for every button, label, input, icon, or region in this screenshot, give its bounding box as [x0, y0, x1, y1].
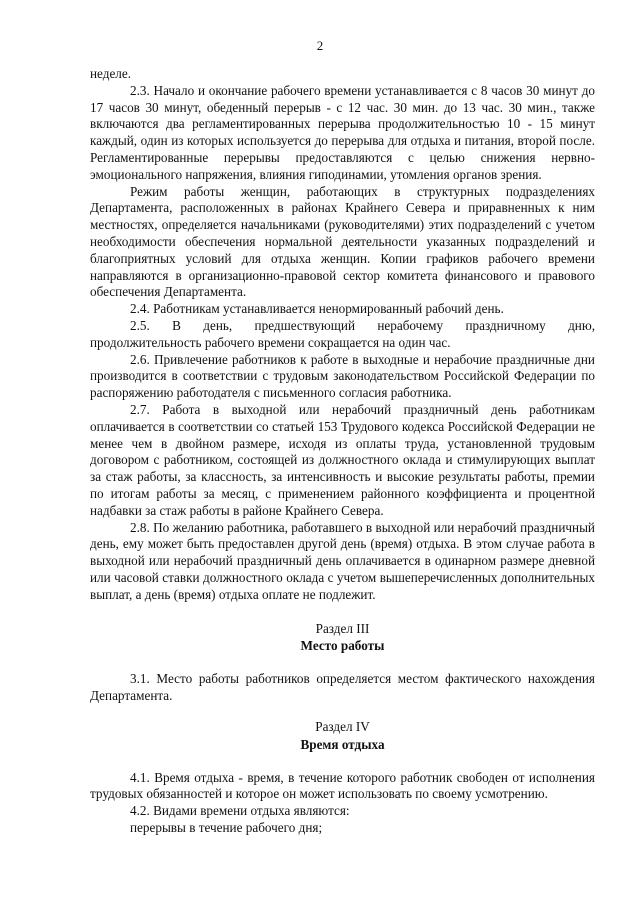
paragraph-2-3: 2.3. Начало и окончание рабочего времени устанавливается с 8 часов 30 минут до 17 часов 30 минут, обеденный перерыв - с 12 час. 30 мин. до 13 час. 30 мин., также включаются два регламентированных перерыва продолжительностью 10 - 15 минут каждый, один из которых используется до перерыва для отдыха и питания, второй после. Регламентированные перерывы предоставляются с целью снижения нервно-эмоционального напряжения, влияния гиподинамии, утомления органов зрения. [90, 82, 595, 182]
paragraph-rest-types-item: перерывы в течение рабочего дня; [130, 820, 323, 836]
paragraph-2-8: 2.8. По желанию работника, работавшего в выходной или нерабочий праздничный день, ему может быть предоставлен другой день (время) отдыха. В этом случае работа в выходной или нерабочий праздничный день оплачивается в одинарном размере дневной или часовой ставки должностного оклада с учетом вышеперечисленных дополнительных выплат, а день (время) отдыха оплате не подлежит. [90, 519, 595, 602]
paragraph-3-1: 3.1. Место работы работников определяется местом фактического нахождения Департамента. [90, 671, 595, 704]
section-3-heading [90, 621, 595, 655]
paragraph-4-1: 4.1. Время отдыха - время, в течение которого работник свободен от исполнения трудовых обязанностей и которое он может использовать по своему усмотрению. [90, 769, 595, 802]
paragraph-2-5: 2.5. В день, предшествующий нерабочему праздничному дню, продолжительность рабочего времени сокращается на один час. [90, 317, 595, 350]
paragraph-2-7: 2.7. Работа в выходной или нерабочий праздничный день работникам оплачивается в соответствии со статьей 153 Трудового кодекса Российской Федерации не менее чем в двойном размере, исходя из оплаты труда, установленной трудовым договором с работником, состоящей из должностного оклада и стимулирующих выплат за стаж работы, за классность, за интенсивность и высокие результаты работы, премии по итогам работы за месяц, с применением районного коэффициента и процентной надбавки за стаж работы в районе Крайнего Севера. [90, 401, 595, 518]
paragraph-women-work-mode: Режим работы женщин, работающих в структурных подразделениях Департамента, расположенных в районах Крайнего Севера и приравненных к ним местностях, определяется начальниками (руководителями) этих подразделений с учетом необходимости обеспечения нормальной деятельности указанных подразделений и благоприятных условий для отдыха женщин. Копии графиков рабочего времени направляются в организационно-правовой сектор комитета финансового и правового обеспечения Департамента. [90, 183, 595, 300]
paragraph-2-4: 2.4. Работникам устанавливается ненормированный рабочий день. [130, 301, 504, 317]
section-4-heading [90, 719, 595, 753]
document-body [90, 66, 595, 837]
section-3-label: Раздел III [315, 620, 370, 636]
paragraph-2-6: 2.6. Привлечение работников к работе в выходные и нерабочие праздничные дни производится в соответствии с трудовым законодательством Российской Федерации по распоряжению работодателя с письменного согласия работника. [90, 351, 595, 401]
paragraph-4-2: 4.2. Видами времени отдыха являются: [130, 803, 350, 819]
page-number: 2 [316, 38, 324, 53]
paragraph-continuation: неделе. [90, 66, 132, 81]
section-3-title: Место работы [300, 638, 385, 654]
section-4-title: Время отдыха [300, 736, 385, 752]
section-4-label: Раздел IV [315, 718, 370, 734]
